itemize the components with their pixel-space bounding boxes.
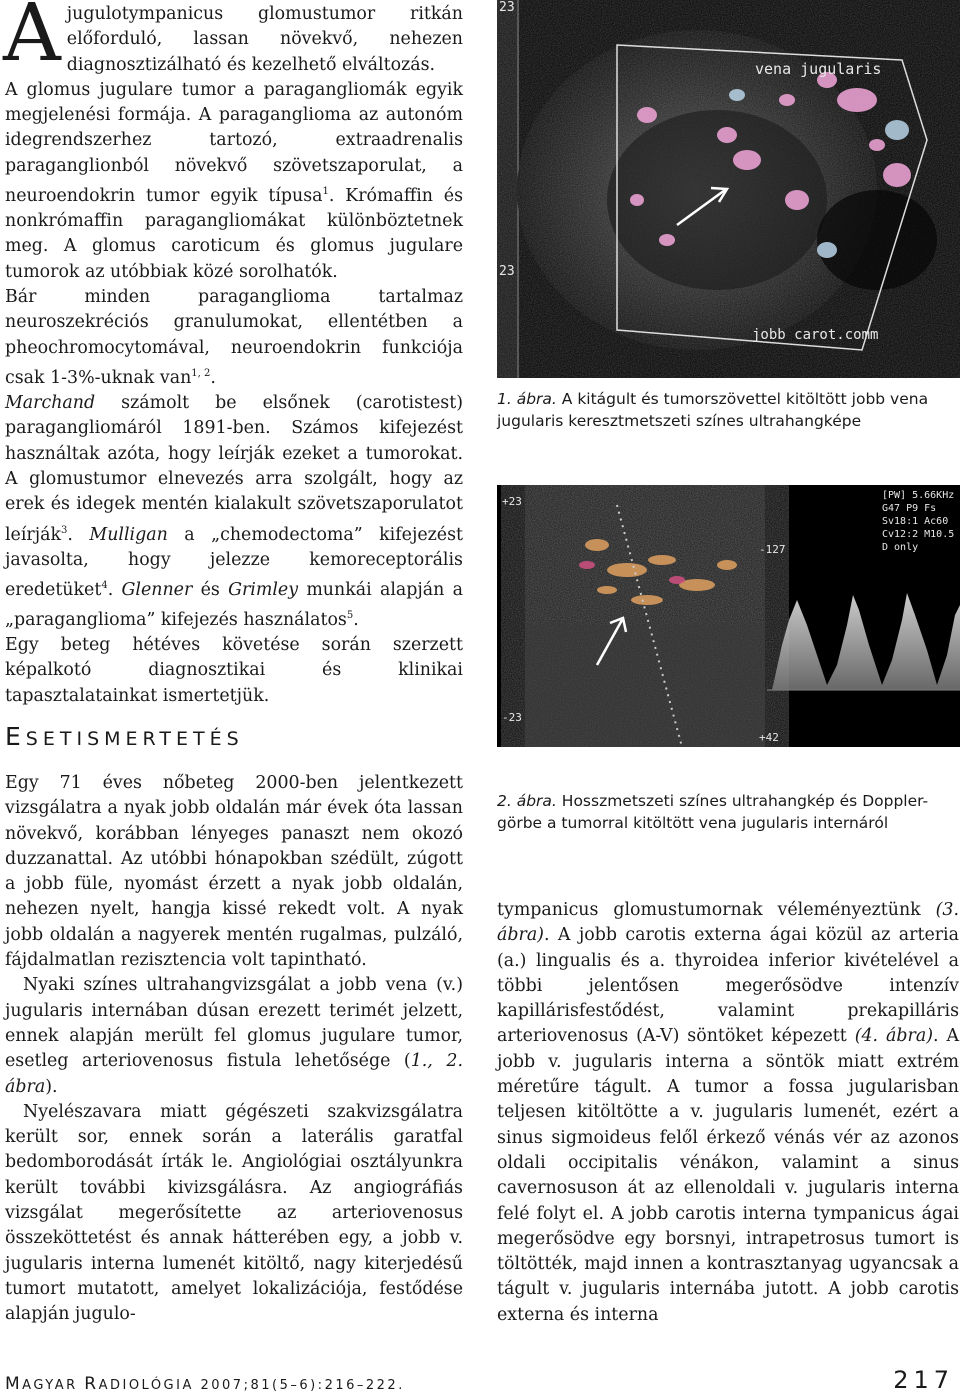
journal-footer: MAGYAR RADIOLÓGIA 2007;81(5–6):216–222.: [5, 1374, 405, 1394]
intro-paragraph-5: Egy beteg hétéves követése során szerzett képalkotó diagnosztikai és klinikai tapasztalatainkat ismertetjük.: [5, 635, 463, 706]
case-paragraph-3: Nyelészavara miatt gégészeti szakvizsgálatra került sor, ennek során a laterális garatfal bedomborodását írták le. Angiológiai osztályunkra került további kivizsgálásra. Az angiográfiás vizsgálat megerősítette az arteriovenosus összeköttetést és annak hátterében egy, a jobb v. jugularis interna lumenét kitöltő, nagy kiterjedésű tumort mutatott, amelyet lokalizációja, festődése alapján jugulo-: [5, 1101, 463, 1325]
right-column-text: [497, 898, 959, 1328]
scale-minus-23: -23: [502, 711, 522, 724]
vena-jugularis-label: vena jugularis: [755, 60, 882, 78]
intro-paragraph-2: A glomus jugulare tumor a paragangliomák egyik megjelenési formája. A paraganglioma az autonóm idegrendszerhez tartozó, extraadrenalis paraganglionból növekvő szövetszaporulat, a neuroendokrin tumor egyik típusa$^1$. Krómaffin és nonkrómaffin paragangliomákat különböztetnek meg. A glomus caroticum és glomus jugulare tumorok az utóbbiak közé sorolhatók.: [5, 79, 463, 282]
doppler-settings: [PW] 5.66KHz G47 P9 Fs Sv18:1 Ac60 Cv12:2 M10.5 D only: [882, 490, 955, 553]
figure-1-image: [497, 0, 960, 378]
intro-paragraph-3: Bár minden paraganglioma tartalmaz neuroszekréciós granulumokat, ellentétben a pheochromocytomával, neuroendokrin funkciója csak 1-3%-uknak van$^{1, 2}$.: [5, 287, 463, 388]
drop-cap: A: [3, 0, 61, 79]
scale-minus-127: -127: [759, 543, 786, 556]
figure-2-doppler: [497, 485, 960, 747]
section-heading: ESETISMERTETÉS: [5, 722, 244, 751]
jobb-carot-label: jobb carot.comm: [752, 327, 879, 343]
figure-1-caption: 1. ábra. A kitágult és tumorszövettel kitöltött jobb vena jugularis keresztmetszeti színes ultrahangképe: [497, 390, 929, 430]
intro-paragraph-4: Marchand számolt be elsőnek (carotistest) paragangliomáról 1891-ben. Számos kifejezést használtak azóta, hogy leírják ezeket a tumorokat. A glomustumor elnevezés arra szolgált, hogy az erek és idegek mentén kialakult szövetszaporulatot leírják$^3$. Mulligan a „chemodectoma” kifejezést javasolta, hogy jelezze kemoreceptorális eredetüket$^4$. Glenner és Grimley munkái alapján a „paraganglioma” kifejezés használatos$^5$.: [5, 393, 464, 630]
intro-paragraph-1: jugulotympanicus glomustumor ritkán előforduló, lassan növekvő, nehezen diagnosztizálható és kezelhető elváltozás.: [66, 4, 463, 75]
figure-2-caption: 2. ábra. Hosszmetszeti színes ultrahangkép és Doppler-görbe a tumorral kitöltött vena jugularis internáról: [497, 792, 929, 832]
right-paragraph-1: tympanicus glomustumornak véleményeztünk (3. ábra). A jobb carotis externa ágai közül az arteria (a.) lingualis és a. thyroidea inferior kivételével a többi jelentősen megerősödve intenzív kapillárisfestődést, valamint prekapilláris arteriovenosus (A-V) söntöket képezett (4. ábra). A jobb v. jugularis interna a söntök miatt extrém méretűre tágult. A tumor a fossa jugularisban teljesen kitöltötte a v. jugularis lumenét, ezért a sinus sigmoideus felől érkező vénás vér az azonos oldali occipitalis vénákon, valamint a sinus cavernosuson át az ellenoldali v. jugularis interna felé folyt el. A jobb carotis interna tympanicus ágai megerősödve egy borsnyi, intrapetrosus tumort is töltötték, majd innen a kontrasztanyag ugyancsak a tágult v. jugularis internába jutott. A jobb carotis externa és interna: [497, 900, 959, 1325]
page-number: 217: [893, 1366, 954, 1394]
depth-label-mid: 23: [499, 264, 515, 279]
intro-block: [5, 2, 463, 709]
figure-1-ultrasound: [497, 0, 960, 378]
depth-label-top: 23: [499, 0, 515, 15]
case-paragraph-1: Egy 71 éves nőbeteg 2000-ben jelentkezett vizsgálatra a nyak jobb oldalán már évek óta lassan növekvő, korábban lényeges panaszt nem okozó duzzanattal. Az utóbbi hónapokban szédült, zúgott a jobb füle, nyomást érzett a nyak jobb oldalán, nehezen nyelt, hangja kissé rekedt volt. A nyak jobb oldalán a nagyerek mentén rugalmas, pulzáló, fájdalmatlan rezisztencia volt tapintható.: [5, 773, 463, 971]
case-paragraph-2: Nyaki színes ultrahangvizsgálat a jobb vena (v.) jugularis internában dúsan erezett terimét jelzett, ennek alapján merült fel glomus jugulare tumor, esetleg arteriovenosus fistula lehetősége (1., 2. ábra).: [5, 975, 463, 1097]
case-block: [5, 771, 463, 1328]
scale-plus-42: +42: [759, 731, 779, 744]
scale-plus-23: +23: [502, 495, 522, 508]
